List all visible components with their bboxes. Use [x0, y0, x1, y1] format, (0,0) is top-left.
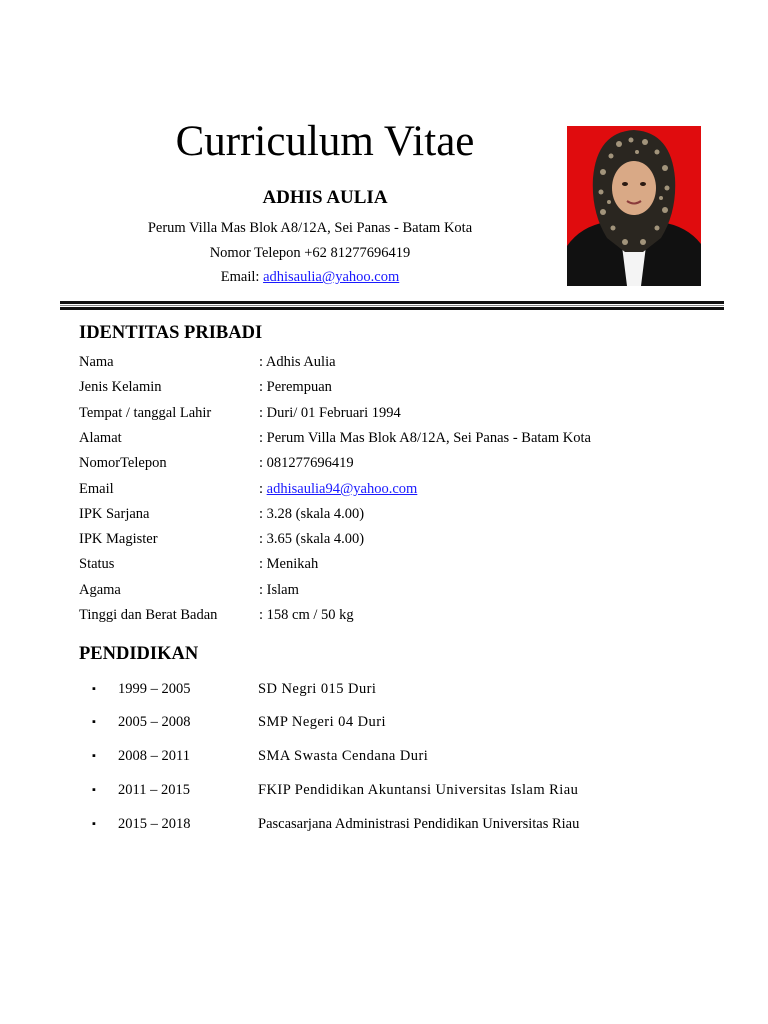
identity-label: Tempat / tanggal Lahir — [79, 405, 212, 421]
bullet-icon: ▪ — [92, 683, 96, 695]
identity-value: : Islam — [259, 582, 299, 598]
identity-label: Alamat — [79, 430, 122, 446]
identity-label: Email — [79, 481, 114, 497]
identity-value: : Perum Villa Mas Blok A8/12A, Sei Panas - Batam Kota — [259, 430, 591, 446]
education-school: SMP Negeri 04 Duri — [258, 714, 386, 730]
header-divider — [60, 301, 724, 310]
identity-value: : Duri/ 01 Februari 1994 — [259, 405, 401, 421]
education-years: 2011 – 2015 — [118, 782, 190, 798]
identity-label: Status — [79, 556, 115, 572]
identity-value: : Perempuan — [259, 379, 332, 395]
header-email-line — [0, 268, 620, 286]
section-heading-identitas: IDENTITAS PRIBADI — [79, 323, 263, 343]
education-years: 2005 – 2008 — [118, 714, 191, 730]
education-school: Pascasarjana Administrasi Pendidikan Universitas Riau — [258, 816, 580, 832]
bullet-icon: ▪ — [92, 750, 96, 762]
identity-value: : Menikah — [259, 556, 319, 572]
email-prefix: : — [259, 481, 267, 497]
identity-value: : 3.65 (skala 4.00) — [259, 531, 365, 547]
identity-email-link[interactable]: adhisaulia94@yahoo.com — [266, 481, 418, 497]
identity-value: : 158 cm / 50 kg — [259, 607, 354, 623]
profile-photo — [567, 126, 701, 286]
identity-value: : 081277696419 — [259, 455, 354, 471]
identity-label: Tinggi dan Berat Badan — [79, 607, 218, 623]
applicant-name: ADHIS AULIA — [262, 187, 388, 208]
identity-value — [259, 478, 417, 500]
identity-label: Nama — [79, 354, 114, 370]
identity-label: Jenis Kelamin — [79, 379, 162, 395]
bullet-icon: ▪ — [92, 716, 96, 728]
identity-label: NomorTelepon — [79, 455, 167, 471]
education-school: SMA Swasta Cendana Duri — [258, 748, 429, 764]
identity-label: Agama — [79, 582, 121, 598]
section-heading-pendidikan: PENDIDIKAN — [79, 644, 199, 664]
identity-value: : 3.28 (skala 4.00) — [259, 506, 365, 522]
profile-photo-illustration — [567, 126, 701, 286]
identity-value: : Adhis Aulia — [259, 354, 336, 370]
header-email-label: Email: — [220, 269, 264, 285]
education-years: 2015 – 2018 — [118, 816, 191, 832]
identity-label: IPK Sarjana — [79, 506, 150, 522]
header-phone: Nomor Telepon +62 81277696419 — [209, 245, 411, 261]
education-school: FKIP Pendidikan Akuntansi Universitas Islam Riau — [258, 782, 579, 798]
bullet-icon: ▪ — [92, 784, 96, 796]
education-years: 2008 – 2011 — [118, 748, 190, 764]
identity-label: IPK Magister — [79, 531, 158, 547]
header-email-link[interactable]: adhisaulia@yahoo.com — [263, 269, 400, 285]
bullet-icon: ▪ — [92, 818, 96, 830]
cv-title: Curriculum Vitae — [175, 118, 475, 165]
header-address: Perum Villa Mas Blok A8/12A, Sei Panas - Batam Kota — [147, 220, 473, 236]
education-years: 1999 – 2005 — [118, 681, 191, 697]
education-school: SD Negri 015 Duri — [258, 681, 377, 697]
